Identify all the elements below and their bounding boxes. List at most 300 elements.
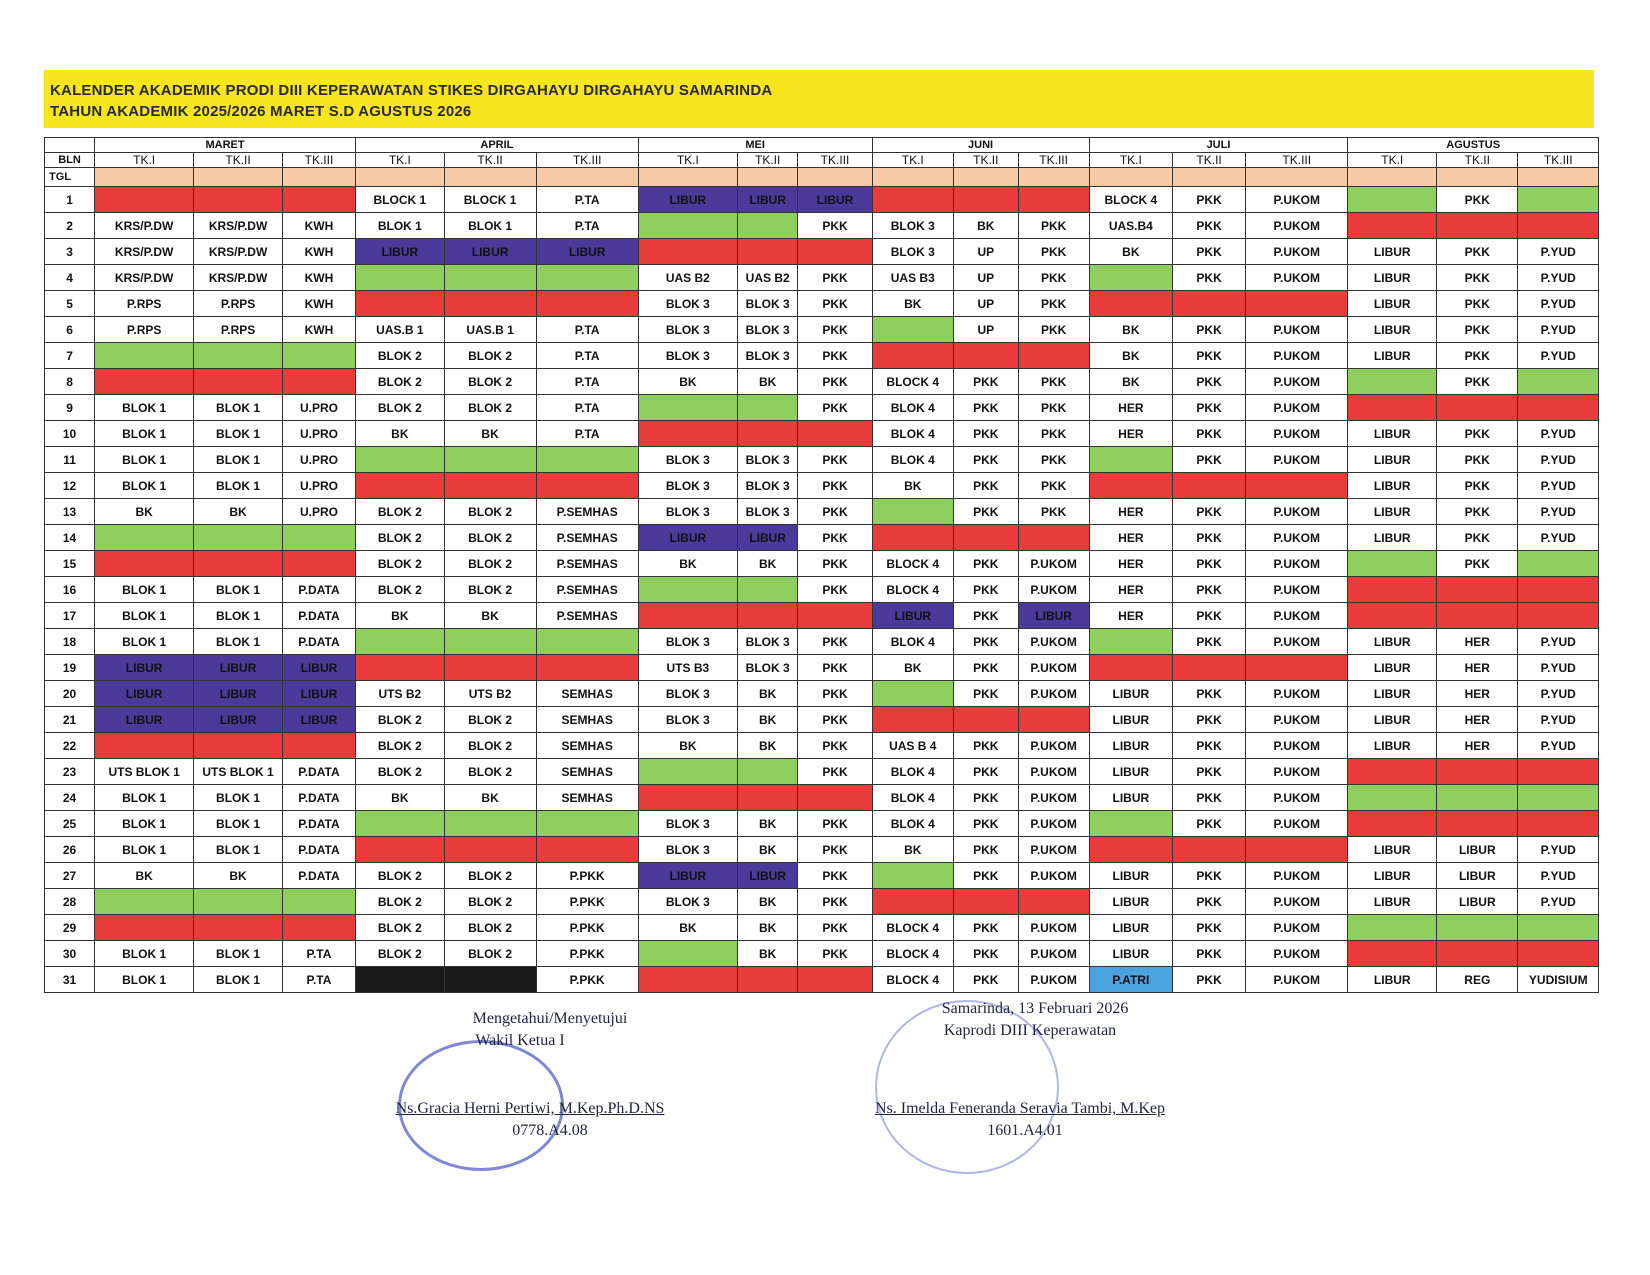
calendar-cell: REG <box>1437 967 1518 993</box>
table-row <box>45 343 1599 369</box>
calendar-cell: PKK <box>1437 239 1518 265</box>
calendar-cell <box>1089 629 1172 655</box>
calendar-cell: P.RPS <box>194 291 283 317</box>
calendar-cell: HER <box>1437 629 1518 655</box>
level-header: TK.I <box>638 153 737 168</box>
calendar-cell: P.TA <box>536 213 638 239</box>
calendar-cell: BLOK 2 <box>355 343 444 369</box>
day-number: 23 <box>45 759 95 785</box>
calendar-cell: P.TA <box>536 317 638 343</box>
calendar-cell <box>1348 187 1437 213</box>
day-number: 24 <box>45 785 95 811</box>
calendar-cell: P.TA <box>536 369 638 395</box>
calendar-cell <box>444 811 536 837</box>
table-row <box>45 577 1599 603</box>
calendar-cell <box>737 759 798 785</box>
calendar-cell: BLOK 3 <box>737 447 798 473</box>
calendar-cell: BLOK 1 <box>95 447 194 473</box>
calendar-cell <box>1518 213 1599 239</box>
calendar-cell: BK <box>638 369 737 395</box>
day-number: 28 <box>45 889 95 915</box>
calendar-cell: P.UKOM <box>1018 733 1089 759</box>
calendar-cell: PKK <box>1437 525 1518 551</box>
calendar-cell: PKK <box>1173 915 1246 941</box>
calendar-cell: SEMHAS <box>536 681 638 707</box>
calendar-cell: UTS BLOK 1 <box>95 759 194 785</box>
day-number: 18 <box>45 629 95 655</box>
calendar-cell: PKK <box>1173 213 1246 239</box>
calendar-cell: BLOK 1 <box>355 213 444 239</box>
calendar-cell: BLOK 2 <box>355 733 444 759</box>
calendar-cell: PKK <box>1173 499 1246 525</box>
day-number: 17 <box>45 603 95 629</box>
calendar-cell <box>1518 603 1599 629</box>
calendar-cell <box>536 629 638 655</box>
calendar-cell <box>444 629 536 655</box>
calendar-cell: PKK <box>1018 265 1089 291</box>
calendar-cell <box>1348 551 1437 577</box>
calendar-cell: U.PRO <box>282 395 355 421</box>
day-number: 27 <box>45 863 95 889</box>
calendar-cell: BK <box>638 733 737 759</box>
calendar-cell: PKK <box>798 317 872 343</box>
calendar-cell: U.PRO <box>282 447 355 473</box>
day-number: 20 <box>45 681 95 707</box>
calendar-cell: BK <box>872 655 953 681</box>
calendar-cell: PKK <box>1173 317 1246 343</box>
tgl-cell <box>737 168 798 187</box>
calendar-cell: P.DATA <box>282 837 355 863</box>
calendar-cell: P.YUD <box>1518 343 1599 369</box>
calendar-cell: PKK <box>1173 681 1246 707</box>
calendar-cell: HER <box>1089 421 1172 447</box>
calendar-cell <box>1437 395 1518 421</box>
calendar-cell: BK <box>737 941 798 967</box>
calendar-cell <box>737 213 798 239</box>
calendar-cell <box>282 733 355 759</box>
left-signer-name: Ns.Gracia Herni Pertiwi, M.Kep.Ph.D.NS <box>395 1100 665 1117</box>
calendar-cell: KWH <box>282 317 355 343</box>
calendar-cell: P.UKOM <box>1246 395 1348 421</box>
calendar-cell <box>1518 577 1599 603</box>
calendar-cell: KWH <box>282 265 355 291</box>
calendar-cell: PKK <box>1018 395 1089 421</box>
calendar-cell: P.SEMHAS <box>536 525 638 551</box>
calendar-cell: PKK <box>798 473 872 499</box>
day-number: 5 <box>45 291 95 317</box>
day-number: 6 <box>45 317 95 343</box>
calendar-cell: KRS/P.DW <box>95 265 194 291</box>
calendar-cell <box>536 837 638 863</box>
calendar-cell <box>1348 395 1437 421</box>
calendar-cell: P.DATA <box>282 759 355 785</box>
level-header: TK.II <box>1437 153 1518 168</box>
calendar-cell: P.RPS <box>95 291 194 317</box>
calendar-cell: PKK <box>798 837 872 863</box>
calendar-cell: P.ATRI <box>1089 967 1172 993</box>
table-row <box>45 629 1599 655</box>
calendar-cell: PKK <box>953 915 1018 941</box>
calendar-cell: P.UKOM <box>1246 681 1348 707</box>
calendar-cell: BK <box>737 837 798 863</box>
tgl-cell <box>355 168 444 187</box>
calendar-cell: BLOK 2 <box>444 941 536 967</box>
table-row <box>45 473 1599 499</box>
calendar-cell: BLOCK 4 <box>872 577 953 603</box>
calendar-cell: PKK <box>798 213 872 239</box>
calendar-cell: PKK <box>953 421 1018 447</box>
calendar-cell: P.UKOM <box>1246 629 1348 655</box>
calendar-cell: LIBUR <box>1089 941 1172 967</box>
calendar-cell: LIBUR <box>282 655 355 681</box>
calendar-cell: P.YUD <box>1518 837 1599 863</box>
calendar-cell: HER <box>1089 603 1172 629</box>
calendar-cell: BLOK 2 <box>444 759 536 785</box>
calendar-cell: BLOK 1 <box>95 395 194 421</box>
calendar-cell: BLOK 1 <box>194 811 283 837</box>
calendar-cell: LIBUR <box>1348 473 1437 499</box>
calendar-cell: BLOK 2 <box>355 863 444 889</box>
calendar-cell <box>1348 785 1437 811</box>
calendar-cell <box>444 837 536 863</box>
calendar-cell <box>953 187 1018 213</box>
table-row <box>45 967 1599 993</box>
calendar-cell <box>1348 759 1437 785</box>
calendar-cell: BLOK 2 <box>444 707 536 733</box>
calendar-cell <box>1437 213 1518 239</box>
calendar-cell: BLOK 2 <box>355 889 444 915</box>
document-title <box>50 80 772 122</box>
level-header: TK.III <box>1518 153 1599 168</box>
calendar-cell: PKK <box>798 655 872 681</box>
day-number: 4 <box>45 265 95 291</box>
calendar-cell <box>1173 655 1246 681</box>
day-number: 19 <box>45 655 95 681</box>
calendar-cell: LIBUR <box>536 239 638 265</box>
calendar-cell: P.YUD <box>1518 421 1599 447</box>
calendar-cell: P.DATA <box>282 811 355 837</box>
level-header: TK.III <box>282 153 355 168</box>
calendar-cell: PKK <box>798 525 872 551</box>
calendar-cell <box>1089 837 1172 863</box>
calendar-cell: LIBUR <box>1089 733 1172 759</box>
calendar-cell: BLOK 1 <box>194 941 283 967</box>
calendar-cell: BLOK 3 <box>737 473 798 499</box>
level-header: TK.I <box>1089 153 1172 168</box>
calendar-cell <box>194 525 283 551</box>
calendar-cell: P.TA <box>536 421 638 447</box>
calendar-cell <box>1348 213 1437 239</box>
calendar-cell: PKK <box>798 265 872 291</box>
table-row <box>45 187 1599 213</box>
level-header: TK.I <box>95 153 194 168</box>
calendar-cell: LIBUR <box>1089 707 1172 733</box>
calendar-cell: PKK <box>1437 369 1518 395</box>
calendar-cell <box>953 707 1018 733</box>
calendar-cell: P.UKOM <box>1246 863 1348 889</box>
calendar-cell <box>282 889 355 915</box>
calendar-cell: P.YUD <box>1518 473 1599 499</box>
table-row <box>45 239 1599 265</box>
calendar-cell <box>737 421 798 447</box>
calendar-cell <box>1018 187 1089 213</box>
calendar-cell: U.PRO <box>282 473 355 499</box>
calendar-cell: BK <box>953 213 1018 239</box>
calendar-cell: LIBUR <box>1348 421 1437 447</box>
calendar-cell <box>355 473 444 499</box>
calendar-cell: PKK <box>1173 395 1246 421</box>
level-header: TK.II <box>737 153 798 168</box>
calendar-cell: LIBUR <box>638 863 737 889</box>
right-position-label: Kaprodi DIII Keperawatan <box>943 1022 1117 1039</box>
calendar-cell: PKK <box>953 681 1018 707</box>
calendar-cell: BK <box>638 551 737 577</box>
calendar-cell: PKK <box>1018 213 1089 239</box>
calendar-cell <box>95 915 194 941</box>
calendar-cell: BLOK 2 <box>355 941 444 967</box>
calendar-cell: P.TA <box>282 941 355 967</box>
calendar-cell: BLOK 1 <box>194 577 283 603</box>
calendar-cell <box>194 187 283 213</box>
calendar-cell: LIBUR <box>1437 863 1518 889</box>
calendar-cell: BLOK 3 <box>638 447 737 473</box>
level-header: TK.II <box>194 153 283 168</box>
calendar-cell: BK <box>872 291 953 317</box>
calendar-cell: LIBUR <box>1348 499 1437 525</box>
calendar-cell <box>798 239 872 265</box>
calendar-cell: PKK <box>1173 603 1246 629</box>
level-header: TK.II <box>1173 153 1246 168</box>
calendar-cell: LIBUR <box>1348 655 1437 681</box>
calendar-cell: PKK <box>798 369 872 395</box>
calendar-cell: BK <box>355 421 444 447</box>
calendar-cell: KWH <box>282 213 355 239</box>
tgl-cell <box>1348 168 1437 187</box>
tgl-cell <box>1173 168 1246 187</box>
calendar-cell: BK <box>737 681 798 707</box>
calendar-cell <box>536 655 638 681</box>
left-signature-block <box>360 1010 700 1140</box>
calendar-cell: BLOK 2 <box>444 369 536 395</box>
calendar-cell: P.UKOM <box>1246 603 1348 629</box>
calendar-cell: BLOK 1 <box>95 473 194 499</box>
month-header-row <box>45 138 1599 153</box>
day-number: 11 <box>45 447 95 473</box>
calendar-cell: SEMHAS <box>536 785 638 811</box>
tgl-row <box>45 168 1599 187</box>
calendar-cell: P.YUD <box>1518 733 1599 759</box>
calendar-cell <box>1246 473 1348 499</box>
calendar-cell <box>1246 837 1348 863</box>
calendar-cell: PKK <box>953 785 1018 811</box>
calendar-cell: PKK <box>798 291 872 317</box>
calendar-cell: UP <box>953 317 1018 343</box>
calendar-cell: PKK <box>1173 551 1246 577</box>
calendar-cell: KRS/P.DW <box>95 213 194 239</box>
calendar-cell: LIBUR <box>194 681 283 707</box>
calendar-cell: BLOK 4 <box>872 759 953 785</box>
calendar-cell <box>1089 265 1172 291</box>
calendar-cell: LIBUR <box>1348 239 1437 265</box>
calendar-cell: LIBUR <box>282 707 355 733</box>
day-number: 1 <box>45 187 95 213</box>
calendar-cell <box>444 447 536 473</box>
calendar-cell: P.YUD <box>1518 655 1599 681</box>
calendar-cell <box>1437 915 1518 941</box>
calendar-cell <box>1437 759 1518 785</box>
calendar-cell <box>444 265 536 291</box>
calendar-cell <box>1089 473 1172 499</box>
calendar-cell: P.YUD <box>1518 239 1599 265</box>
calendar-cell: BLOK 3 <box>872 213 953 239</box>
calendar-cell: BLOK 3 <box>638 473 737 499</box>
calendar-cell: PKK <box>1437 291 1518 317</box>
calendar-cell <box>95 187 194 213</box>
calendar-cell <box>1518 915 1599 941</box>
calendar-cell: UAS.B 1 <box>444 317 536 343</box>
calendar-cell: BLOK 4 <box>872 421 953 447</box>
day-number: 10 <box>45 421 95 447</box>
calendar-cell: P.UKOM <box>1246 889 1348 915</box>
calendar-cell <box>1348 577 1437 603</box>
calendar-cell <box>638 213 737 239</box>
calendar-cell <box>638 941 737 967</box>
calendar-cell: PKK <box>1173 733 1246 759</box>
calendar-cell: PKK <box>953 395 1018 421</box>
calendar-cell <box>536 473 638 499</box>
calendar-cell: LIBUR <box>638 525 737 551</box>
calendar-cell: UTS B2 <box>355 681 444 707</box>
table-row <box>45 811 1599 837</box>
calendar-cell: BK <box>444 421 536 447</box>
calendar-cell: BK <box>355 785 444 811</box>
calendar-cell <box>1518 785 1599 811</box>
calendar-cell: P.UKOM <box>1018 577 1089 603</box>
calendar-cell: UAS B2 <box>737 265 798 291</box>
calendar-cell: P.YUD <box>1518 863 1599 889</box>
table-row <box>45 421 1599 447</box>
calendar-cell <box>444 967 536 993</box>
calendar-cell: PKK <box>1437 421 1518 447</box>
calendar-cell: BLOK 1 <box>194 395 283 421</box>
calendar-cell: P.UKOM <box>1018 915 1089 941</box>
calendar-cell: BLOK 1 <box>194 837 283 863</box>
day-number: 3 <box>45 239 95 265</box>
calendar-cell: BLOK 2 <box>355 915 444 941</box>
calendar-cell: BLOK 2 <box>444 499 536 525</box>
calendar-cell: P.UKOM <box>1246 941 1348 967</box>
calendar-cell: HER <box>1089 499 1172 525</box>
calendar-cell: P.TA <box>536 187 638 213</box>
calendar-cell: LIBUR <box>1089 915 1172 941</box>
calendar-cell: LIBUR <box>95 655 194 681</box>
calendar-cell <box>444 291 536 317</box>
calendar-cell: SEMHAS <box>536 733 638 759</box>
day-number: 15 <box>45 551 95 577</box>
day-number: 25 <box>45 811 95 837</box>
calendar-cell: P.SEMHAS <box>536 499 638 525</box>
calendar-cell: P.DATA <box>282 603 355 629</box>
calendar-cell: PKK <box>1173 369 1246 395</box>
calendar-cell: U.PRO <box>282 421 355 447</box>
calendar-cell <box>536 291 638 317</box>
calendar-cell: P.YUD <box>1518 499 1599 525</box>
calendar-cell: UTS B3 <box>638 655 737 681</box>
calendar-cell: HER <box>1089 395 1172 421</box>
calendar-cell <box>872 707 953 733</box>
calendar-cell: BLOK 2 <box>444 343 536 369</box>
calendar-cell: LIBUR <box>1348 889 1437 915</box>
calendar-cell: BLOCK 1 <box>444 187 536 213</box>
calendar-cell <box>953 889 1018 915</box>
calendar-cell: BK <box>872 837 953 863</box>
calendar-cell: P.UKOM <box>1018 837 1089 863</box>
calendar-cell: BLOK 1 <box>95 811 194 837</box>
calendar-cell: BK <box>737 915 798 941</box>
calendar-cell <box>1518 395 1599 421</box>
calendar-cell: PKK <box>798 551 872 577</box>
calendar-cell: PKK <box>1173 785 1246 811</box>
calendar-cell: PKK <box>798 941 872 967</box>
calendar-cell <box>1018 889 1089 915</box>
calendar-cell: BK <box>638 915 737 941</box>
table-row <box>45 837 1599 863</box>
level-header: TK.III <box>1246 153 1348 168</box>
calendar-cell <box>638 967 737 993</box>
calendar-cell: P.PKK <box>536 967 638 993</box>
calendar-cell: BLOCK 4 <box>872 551 953 577</box>
calendar-cell <box>95 525 194 551</box>
calendar-cell: BLOCK 4 <box>1089 187 1172 213</box>
calendar-cell: BLOCK 1 <box>355 187 444 213</box>
calendar-cell: P.YUD <box>1518 889 1599 915</box>
calendar-cell: P.DATA <box>282 785 355 811</box>
calendar-cell: LIBUR <box>638 187 737 213</box>
tgl-cell <box>798 168 872 187</box>
calendar-cell: BK <box>737 733 798 759</box>
calendar-cell: BK <box>737 811 798 837</box>
tgl-cell <box>1018 168 1089 187</box>
calendar-cell <box>1089 655 1172 681</box>
calendar-cell: BLOK 3 <box>638 317 737 343</box>
calendar-cell: LIBUR <box>1018 603 1089 629</box>
calendar-cell: PKK <box>1173 577 1246 603</box>
calendar-cell: LIBUR <box>1437 837 1518 863</box>
calendar-cell: LIBUR <box>1348 733 1437 759</box>
calendar-cell: LIBUR <box>1348 863 1437 889</box>
calendar-cell: BLOK 1 <box>444 213 536 239</box>
calendar-cell <box>194 551 283 577</box>
calendar-cell <box>95 551 194 577</box>
calendar-cell: PKK <box>1173 941 1246 967</box>
calendar-cell: P.SEMHAS <box>536 603 638 629</box>
calendar-cell: P.TA <box>536 343 638 369</box>
calendar-cell: PKK <box>798 733 872 759</box>
calendar-cell: PKK <box>953 499 1018 525</box>
calendar-cell: PKK <box>1173 239 1246 265</box>
table-row <box>45 733 1599 759</box>
right-date-label: Samarinda, 13 Februari 2026 <box>941 1000 1129 1017</box>
calendar-cell: UAS.B 1 <box>355 317 444 343</box>
month-header: MARET <box>95 138 356 153</box>
calendar-cell <box>737 395 798 421</box>
calendar-cell <box>1518 551 1599 577</box>
calendar-cell <box>1518 369 1599 395</box>
left-approval-label: Mengetahui/Menyetujui <box>472 1010 628 1027</box>
calendar-cell <box>282 187 355 213</box>
calendar-cell: BLOK 2 <box>444 889 536 915</box>
calendar-cell <box>872 343 953 369</box>
